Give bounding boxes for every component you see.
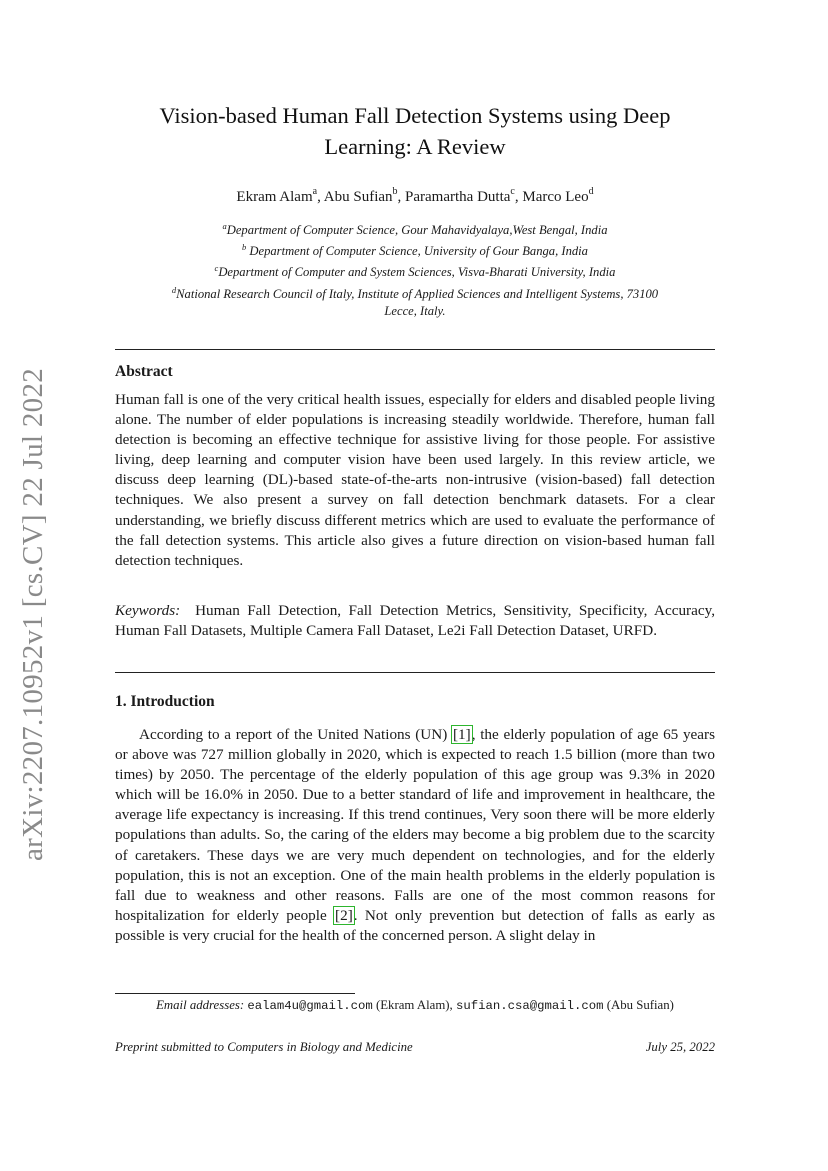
footnote-emails: [115, 997, 715, 1014]
section-heading-introduction: 1. Introduction: [115, 693, 215, 710]
citation-link-1[interactable]: [1]: [453, 726, 471, 743]
affiliation-text: National Research Council of Italy, Institute of Applied Sciences and Intelligent Systems, 73100: [176, 286, 659, 301]
affiliation-item: [110, 260, 720, 281]
affiliation-text: Department of Computer Science, University of Gour Banga, India: [246, 244, 588, 259]
email-link-1[interactable]: ealam4u@gmail.com: [247, 999, 373, 1013]
author-mark: a: [312, 186, 318, 197]
title-line-2: Learning: A Review: [324, 134, 506, 159]
keywords-text: Human Fall Detection, Fall Detection Metrics, Sensitivity, Specificity, Accuracy, Human Fall Datasets, Multiple Camera Fall Dataset, Le2i Fall Detection Dataset, URFD.: [115, 602, 716, 640]
paper-title: [115, 100, 715, 162]
email-link-2[interactable]: sufian.csa@gmail.com: [455, 999, 604, 1013]
author-name: Abu Sufian: [323, 189, 393, 205]
intro-text-1: According to a report of the United Nations (UN): [139, 726, 452, 743]
author-list: Ekram Alam$^a$, Abu Sufian$^b$, Paramartha Dutta$^c$, Marco Leo$^d$: [236, 186, 594, 205]
affiliation-item: [110, 239, 720, 260]
affiliation-list: [110, 218, 720, 320]
introduction-paragraph: [115, 725, 715, 946]
affiliation-mark: c: [214, 263, 219, 274]
footnote-label: Email addresses:: [156, 998, 245, 1012]
author-name: Paramartha Dutta: [405, 189, 511, 205]
footer-date: July 25, 2022: [645, 1040, 715, 1054]
keywords: [115, 601, 715, 641]
author-mark: c: [510, 186, 515, 197]
author-mark: b: [392, 186, 398, 197]
author-name: Ekram Alam: [236, 189, 313, 205]
arxiv-identifier-text: arXiv:2207.10952v1 [cs.CV] 22 Jul 2022: [17, 367, 50, 861]
arxiv-identifier: [10, 367, 58, 861]
citation-link-2[interactable]: [2]: [335, 906, 353, 924]
author-mark: d: [588, 186, 594, 197]
affiliation-mark: b: [242, 242, 247, 253]
keywords-label: Keywords:: [115, 602, 181, 619]
title-line-1: Vision-based Human Fall Detection Systems using Deep: [159, 103, 671, 128]
footer-journal: Preprint submitted to Computers in Biology and Medicine: [115, 1040, 413, 1054]
affiliation-text: Department of Computer Science, Gour Mahavidyalaya,West Bengal, India: [226, 223, 608, 238]
abstract-heading: Abstract: [115, 363, 173, 380]
footnote-name-2: (Abu Sufian): [603, 998, 674, 1012]
abstract-body: Human fall is one of the very critical health issues, especially for elders and disabled people living alone. The number of elder populations is increasing steadily worldwide. Therefore, human fall detection is becoming an effective technique for assistive living for those people. For assistive living, deep learning and computer vision have been used largely. In this review article, we discuss deep learning (DL)-based state-of-the-arts non-intrusive (vision-based) fall detection techniques. We also present a survey on fall detection benchmark datasets. For a clear understanding, we briefly discuss different metrics which are used to evaluate the performance of the fall detection systems. This article also gives a future direction on vision-based human fall detection techniques.: [115, 391, 715, 569]
author-name: Marco Leo: [522, 189, 589, 205]
affiliation-mark: d: [171, 284, 177, 295]
footnote-name-1: (Ekram Alam),: [372, 998, 456, 1012]
affiliation-item: [110, 218, 720, 239]
intro-text-2: , the elderly population of age 65 years or above was 727 million globally in 2020, which is expected to reach 1.5 billion (more than two times) by 2050. The percentage of the elderly population of this age group was 9.3% in 2020 which will be 16.0% in 2050. Due to a better standard of life and improvement in healthcare, the average life expectancy is increasing. If this trend continues, Very soon there will be more elderly populations than adults. So, the caring of the elders may become a big problem due to the scarcity of caretakers. These days we are very much dependent on technologies, and for the elderly population, this is not an exception. One of the main health problems in the elderly population is fall due to weakness and other reasons. Falls are one of the most common reasons for hospitalization for elderly people: [115, 726, 716, 924]
abstract-bottom-rule: [115, 672, 715, 673]
intro-text-3: . Not only prevention but detection of falls as early as possible is very crucial for the health of the concerned person. A slight delay in: [115, 906, 715, 944]
affiliation-item: [110, 282, 720, 303]
affiliation-tail: Lecce, Italy.: [384, 303, 446, 318]
affiliation-mark: a: [222, 221, 227, 231]
page-footer: [115, 1040, 715, 1055]
affiliation-text: Department of Computer and System Sciences, Visva-Bharati University, India: [218, 265, 616, 280]
abstract-top-rule: [115, 349, 715, 350]
footnote-rule: [115, 993, 355, 994]
